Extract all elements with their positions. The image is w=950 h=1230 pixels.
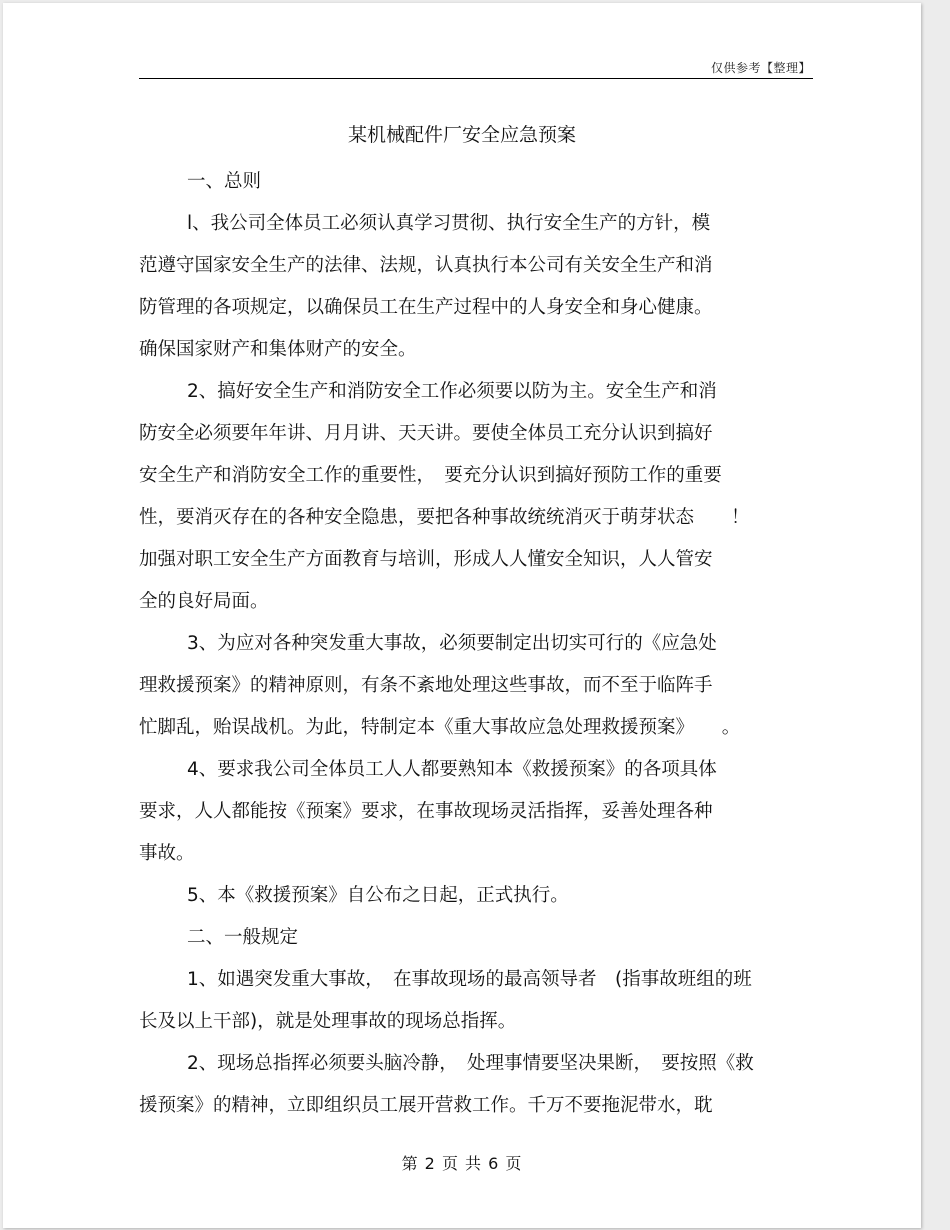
document-body <box>139 161 819 1127</box>
text-line: 防管理的各项规定，以确保员工在生产过程中的人身安全和身心健康。 <box>139 297 713 318</box>
text-line: 忙脚乱，贻误战机。为此，特制定本《重大事故应急处理救援预案》 。 <box>139 717 741 738</box>
text-line: 一、总则 <box>187 171 262 192</box>
text-line: 2、搞好安全生产和消防安全工作必须要以防为主。安全生产和消 <box>187 381 717 402</box>
text-line: 2、现场总指挥必须要头脑冷静， 处理事情要坚决果断， 要按照《救 <box>187 1053 754 1074</box>
text-line: 1、如遇突发重大事故， 在事故现场的最高领导者 (指事故班组的班 <box>187 969 752 990</box>
page-footer: 第 2 页 共 6 页 <box>401 1154 523 1173</box>
text-line: 要求，人人都能按《预案》要求，在事故现场灵活指挥，妥善处理各种 <box>139 801 713 822</box>
text-line: 理救援预案》的精神原则，有条不紊地处理这些事故，而不至于临阵手 <box>139 675 713 696</box>
text-line: 事故。 <box>139 843 195 864</box>
text-line: 性，要消灭存在的各种安全隐患，要把各种事故统统消灭于萌芽状态 ！ <box>139 507 750 528</box>
text-line: 5、本《救援预案》自公布之日起，正式执行。 <box>187 885 569 906</box>
text-line: 安全生产和消防安全工作的重要性， 要充分认识到搞好预防工作的重要 <box>139 465 722 486</box>
text-line: 范遵守国家安全生产的法律、法规，认真执行本公司有关安全生产和消 <box>139 255 713 276</box>
document-page <box>3 3 921 1228</box>
text-line: 二、一般规定 <box>187 927 299 948</box>
text-line: 加强对职工安全生产方面教育与培训，形成人人懂安全知识，人人管安 <box>139 549 713 570</box>
text-line: 确保国家财产和集体财产的安全。 <box>139 339 417 360</box>
text-line: l、我公司全体员工必须认真学习贯彻、执行安全生产的方针，模 <box>187 213 711 234</box>
header-rule <box>139 78 813 79</box>
text-line: 4、要求我公司全体员工人人都要熟知本《救援预案》的各项具体 <box>187 759 717 780</box>
text-line: 全的良好局面。 <box>139 591 269 612</box>
text-line: 3、为应对各种突发重大事故，必须要制定出切实可行的《应急处 <box>187 633 717 654</box>
text-line: 防安全必须要年年讲、月月讲、天天讲。要使全体员工充分认识到搞好 <box>139 423 713 444</box>
text-line: 援预案》的精神，立即组织员工展开营救工作。千万不要拖泥带水，耽 <box>139 1095 713 1116</box>
header-note: 仅供参考【整理】 <box>710 61 811 75</box>
document-title: 某机械配件厂安全应急预案 <box>347 124 576 146</box>
text-line: 长及以上干部)，就是处理事故的现场总指挥。 <box>139 1011 517 1032</box>
